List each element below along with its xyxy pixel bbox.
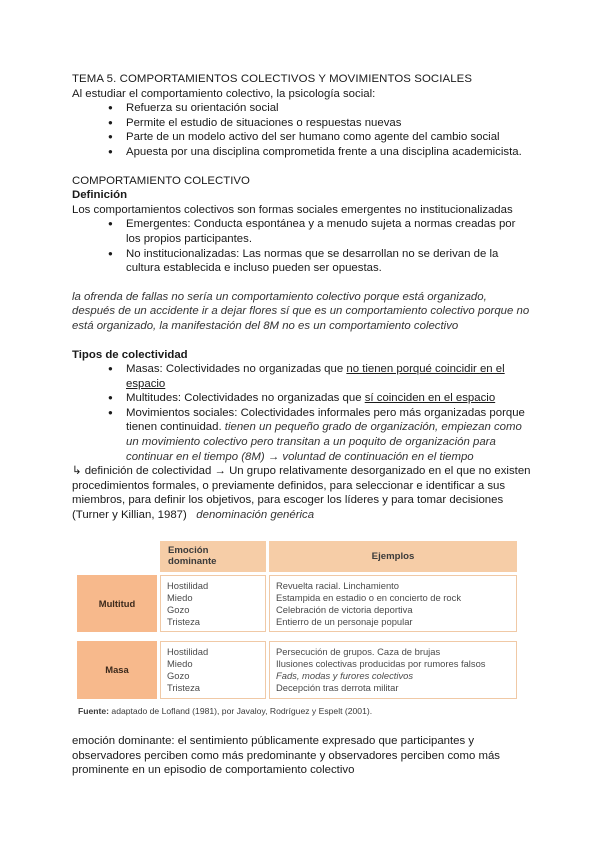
definition-bullet-list	[72, 217, 532, 275]
emotion-cell: Hostilidad Miedo Gozo Tristeza	[160, 575, 266, 632]
intro-bullet-list	[72, 101, 532, 159]
tipos-bullet-list	[72, 362, 532, 464]
category-cell: Masa	[77, 641, 157, 698]
table-row	[77, 641, 517, 698]
list-item: ● No institucionalizadas: Las normas que se desarrollan no se derivan de la cultura establecida e incluso pueden ser opuestas.	[107, 247, 532, 276]
underlined-text: no tienen porqué coincidir en el espacio	[126, 363, 505, 390]
table-source: Fuente: adaptado de Lofland (1981), por Javaloy, Rodríguez y Espelt (2001).	[78, 705, 373, 716]
colectividad-definition: ↳ definición de colectividad → Un grupo relativamente desorganizado en el que no existen procedimientos formales, o previamente definidos, para seleccionar e identificar a sus miembros, para definir los objetivos, para escoger los líderes y para tomar decisiones (Turner y Killian, 1987) denominación genérica	[72, 465, 531, 522]
list-item: ● Permite el estudio de situaciones o respuestas nuevas	[107, 116, 532, 131]
section-heading: COMPORTAMIENTO COLECTIVO	[72, 174, 250, 187]
examples-cell: Persecución de grupos. Caza de brujas Ilusiones colectivas producidas por rumores falsos Fads, modas y furores colectivos Decepción tras derrota militar	[269, 641, 517, 698]
emotion-table	[74, 538, 520, 702]
page-title: TEMA 5. COMPORTAMIENTOS COLECTIVOS Y MOVIMIENTOS SOCIALES	[72, 73, 473, 85]
underlined-text: sí coinciden en el espacio	[364, 392, 496, 405]
list-item-masas: ● Masas: Colectividades no organizadas que no tienen porqué coincidir en el espacio	[107, 362, 532, 391]
emotion-cell: Hostilidad Miedo Gozo Tristeza	[160, 641, 266, 698]
intro-text: Al estudiar el comportamiento colectivo, la psicología social:	[72, 87, 376, 100]
list-item: ● Parte de un modelo activo del ser humano como agente del cambio social	[107, 130, 532, 145]
list-item-movimientos: ● Movimientos sociales: Colectividades informales pero más organizadas porque tienen continuidad. tienen un pequeño grado de organización, empiezan como un movimiento colectivo pero transitan a un poquito de organización para continuar en el tiempo (8M) → voluntad de continuación en el tiempo	[107, 406, 532, 464]
footer-definition: emoción dominante: el sentimiento públicamente expresado que participantes y observadores perciben como más predominante y observadores perciben como más prominente en un episodio de comportamiento colectivo	[72, 735, 500, 777]
column-header-ejemplos: Ejemplos	[269, 541, 517, 573]
list-item-multitudes: ● Multitudes: Colectividades no organizadas que sí coinciden en el espacio	[107, 391, 532, 406]
examples-cell: Revuelta racial. Linchamiento Estampida en estadio o en concierto de rock Celebración de victoria deportiva Entierro de un personaje popular	[269, 575, 517, 632]
annotation-note: denominación genérica	[196, 509, 315, 522]
list-item: ● Refuerza su orientación social	[107, 101, 532, 116]
column-header-emocion: Emoción dominante	[160, 541, 266, 573]
handwritten-note: la ofrenda de fallas no sería un comportamiento colectivo porque está organizado, después de un accidente ir a dejar flores sí que es un comportamiento colectivo porque no está organizado, la manifestación del 8M no es un comportamiento colectivo	[72, 290, 530, 332]
document-page	[72, 72, 532, 778]
list-item: ● Apuesta por una disciplina comprometida frente a una disciplina academicista.	[107, 145, 532, 160]
list-item: ● Emergentes: Conducta espontánea y a menudo sujeta a normas creadas por los propios participantes.	[107, 217, 532, 246]
table-row	[77, 575, 517, 632]
annotation-note: tienen un pequeño grado de organización, empiezan como un movimiento colectivo pero transitan a un poquito de organización para continuar en el tiempo (8M) → voluntad de continuación en el tiempo	[126, 421, 522, 463]
definition-text: Los comportamientos colectivos son formas sociales emergentes no institucionalizadas	[72, 203, 513, 216]
definition-label: Definición	[72, 189, 128, 202]
category-cell: Multitud	[77, 575, 157, 632]
tipos-heading: Tipos de colectividad	[72, 348, 188, 361]
emotion-table-figure	[74, 538, 518, 719]
